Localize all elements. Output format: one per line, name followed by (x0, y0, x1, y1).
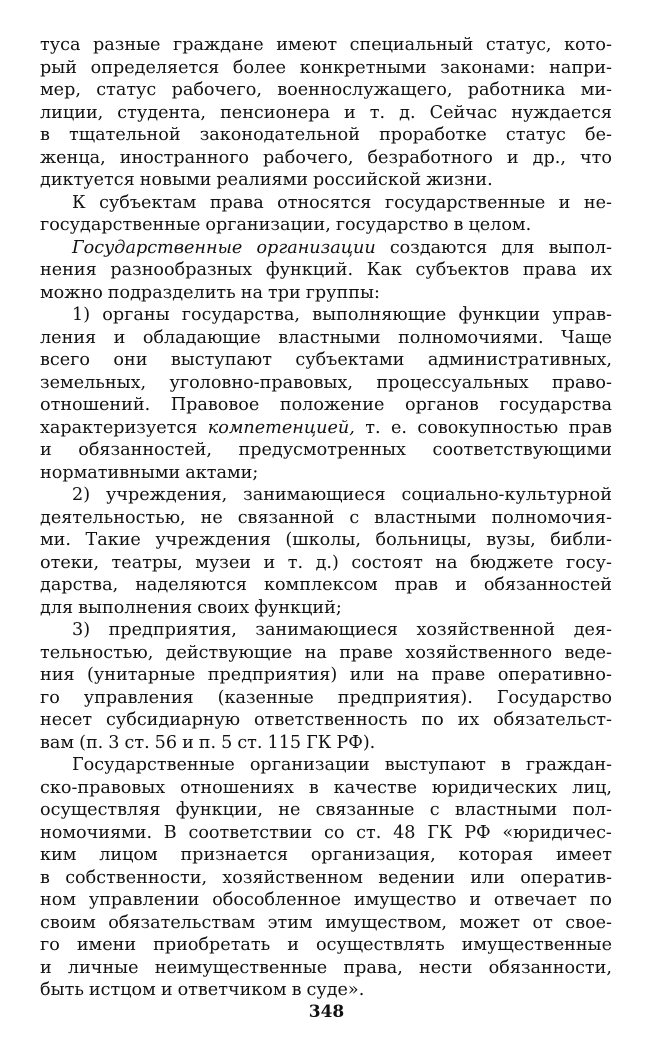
text-line: туса разные граждане имеют специальный статус, кото- (40, 35, 612, 55)
text-line: ления и обладающие властными полномочиями. Чаще (40, 327, 612, 348)
text-line: можно подразделить на три группы: (40, 282, 380, 303)
text-line: и обязанностей, предусмотренных соответствующими (40, 440, 612, 460)
text-line: государственные организации, государство в целом. (40, 215, 532, 235)
text-line: в собственности, хозяйственном ведении или оператив- (40, 867, 612, 888)
text-line: 1) органы государства, выполняющие функции управ- (72, 305, 612, 325)
text-line: ким лицом признается организация, которая имеет (40, 845, 612, 865)
text-line: мер, статус рабочего, военнослужащего, работника ми- (40, 80, 612, 100)
text-line: нормативными актами; (40, 462, 259, 483)
text-line: и личные неимущественные права, нести обязанности, (40, 957, 612, 978)
text-line: Государственные организации создаются для выпол- (72, 237, 612, 258)
text-line: в тщательной законодательной проработке статус бе- (40, 125, 612, 145)
text-line: 2) учреждения, занимающиеся социально-культурной (72, 485, 612, 505)
text-line: деятельностью, не связанной с властными полномочия- (40, 507, 612, 528)
text-line: диктуется новыми реалиями российской жизни. (40, 170, 493, 190)
text-line: го имени приобретать и осуществлять имущественные (40, 935, 612, 955)
page-body (40, 34, 612, 1002)
text-line: го управления (казенные предприятия). Государство (40, 687, 612, 708)
text-line: отношений. Правовое положение органов государства (40, 395, 612, 415)
text-line: ми. Такие учреждения (школы, больницы, вузы, библи- (40, 530, 612, 550)
text-line: осуществляя функции, не связанные с властными пол- (40, 800, 612, 820)
text-line: номочиями. В соответствии со ст. 48 ГК РФ «юридичес- (40, 822, 612, 843)
text-line: тельностью, действующие на праве хозяйственного веде- (40, 642, 612, 663)
text-line: нения разнообразных функций. Как субъектов права их (40, 260, 612, 280)
text-line: ско-правовых отношениях в качестве юридических лиц, (40, 777, 612, 798)
paragraph (40, 237, 612, 305)
text-line: быть истцом и ответчиком в суде». (40, 980, 365, 1000)
text-line: женца, иностранного рабочего, безработного и др., что (40, 147, 612, 168)
text-line: отеки, театры, музеи и т. д.) состоят на бюджете госу- (40, 552, 612, 573)
paragraph (40, 619, 612, 754)
page-number: 348 (308, 1002, 345, 1022)
paragraph (40, 754, 612, 1002)
text-line: ния (унитарные предприятия) или на праве оперативно- (40, 665, 612, 685)
paragraph (40, 484, 612, 619)
text-line: земельных, уголовно-правовых, процессуальных право- (40, 372, 612, 393)
text-line: Государственные организации выступают в граждан- (72, 755, 612, 775)
paragraph (40, 304, 612, 484)
text-line: К субъектам права относятся государственные и не- (72, 192, 612, 213)
text-line: характеризуется компетенцией, т. е. совокупностью прав (40, 417, 612, 438)
text-line: несет субсидиарную ответственность по их обязательст- (40, 710, 612, 730)
text-line: для выполнения своих функций; (40, 597, 342, 618)
paragraph (40, 34, 612, 192)
paragraph (40, 192, 612, 237)
text-line: своим обязательствам этим имуществом, может от свое- (40, 912, 612, 933)
text-line: рый определяется более конкретными законами: напри- (40, 57, 612, 78)
text-line: вам (п. 3 ст. 56 и п. 5 ст. 115 ГК РФ). (40, 732, 376, 753)
text-line: ном управлении обособленное имущество и отвечает по (40, 890, 612, 910)
text-line: дарства, наделяются комплексом прав и обязанностей (40, 575, 612, 595)
text-line: всего они выступают субъектами административных, (40, 350, 612, 370)
text-line: 3) предприятия, занимающиеся хозяйственной дея- (72, 620, 612, 640)
text-line: лиции, студента, пенсионера и т. д. Сейчас нуждается (40, 102, 612, 123)
